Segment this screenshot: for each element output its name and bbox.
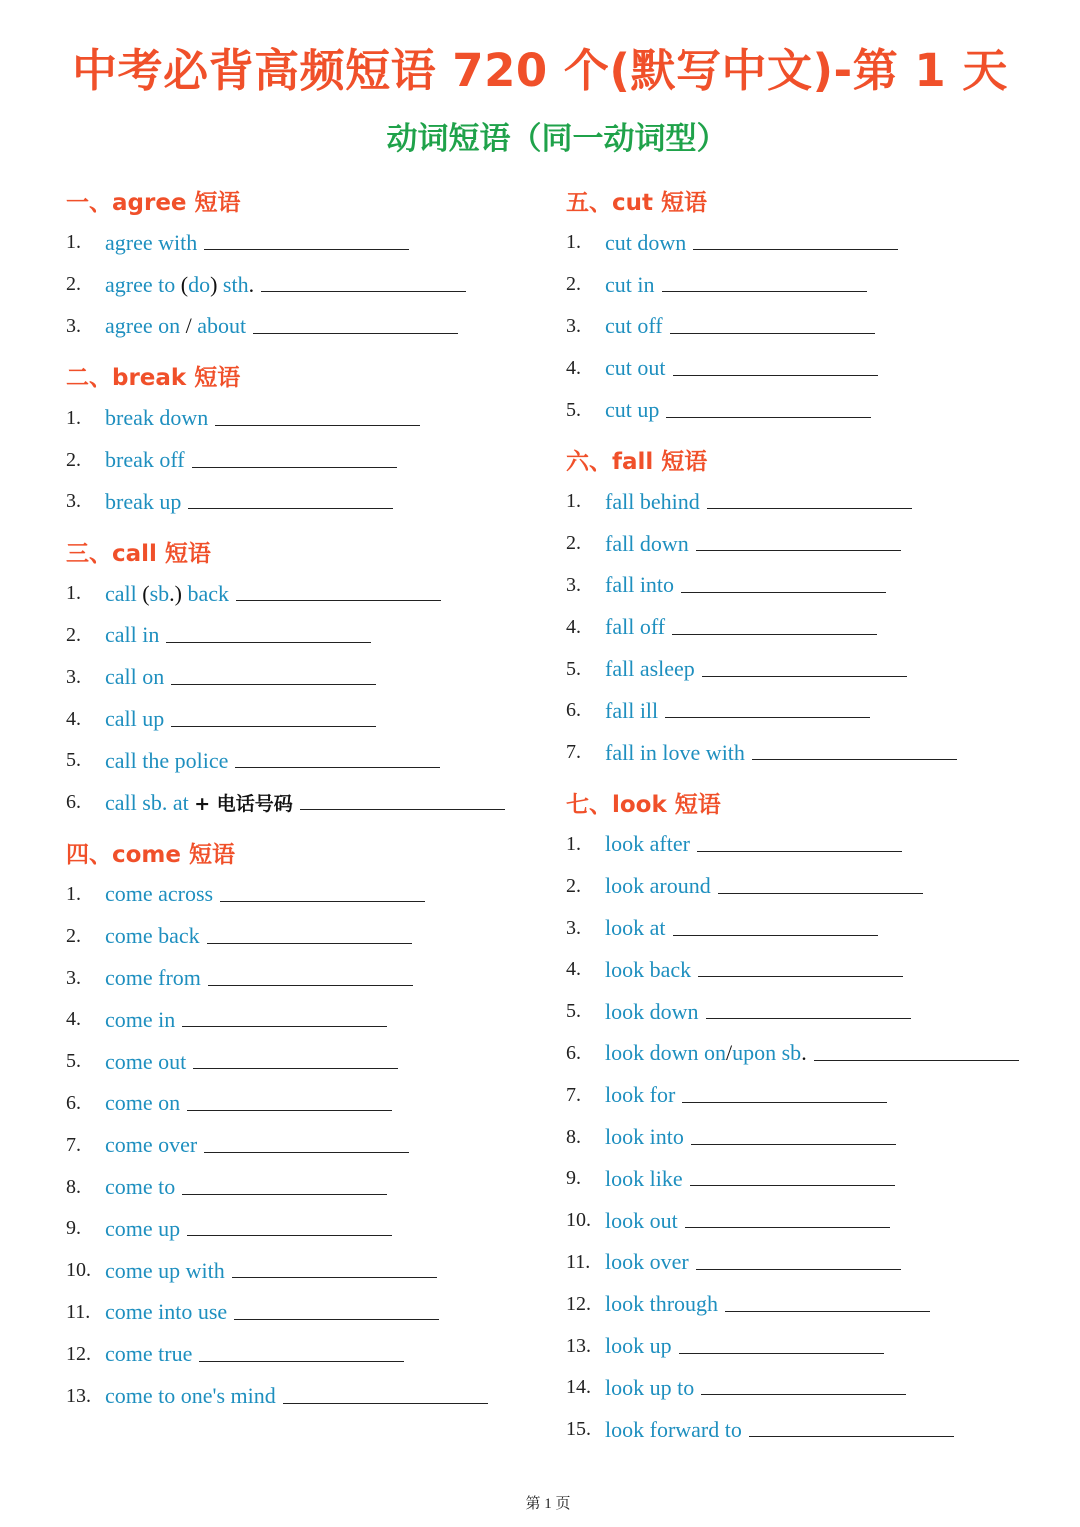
- answer-blank: [207, 925, 412, 944]
- answer-blank: [701, 1376, 906, 1395]
- phrase-segment: look up: [605, 1333, 672, 1359]
- phrase-text: [105, 1174, 175, 1200]
- phrase-item: [566, 481, 1036, 523]
- phrase-text: [605, 1249, 689, 1275]
- answer-blank: [718, 875, 923, 894]
- phrase-segment: call up: [105, 706, 165, 732]
- phrase-item: [66, 397, 536, 439]
- answer-blank: [235, 749, 440, 768]
- phrase-segment: look over: [605, 1249, 689, 1275]
- answer-blank: [673, 917, 878, 936]
- phrase-item: [66, 1250, 536, 1292]
- phrase-item: [66, 264, 536, 306]
- phrase-text: [105, 405, 208, 431]
- answer-blank: [300, 791, 505, 810]
- phrase-segment: call in: [105, 622, 160, 648]
- answer-blank: [283, 1385, 488, 1404]
- phrase-segment: sb: [149, 580, 170, 606]
- phrase-text: [605, 614, 665, 640]
- phrase-segment: come on: [105, 1090, 181, 1116]
- phrase-item: [566, 1409, 1036, 1451]
- phrase-segment: look at: [605, 915, 666, 941]
- item-number: 8.: [566, 1125, 581, 1148]
- answer-blank: [702, 658, 907, 677]
- item-number: 5.: [566, 398, 581, 421]
- phrase-text: [105, 1132, 197, 1158]
- phrase-text: [605, 1124, 684, 1150]
- right-column: [566, 182, 1036, 1451]
- item-number: 9.: [66, 1217, 81, 1240]
- item-number: 15.: [566, 1418, 591, 1441]
- phrase-text: [105, 272, 254, 298]
- item-number: 2.: [566, 532, 581, 555]
- phrase-text: [605, 1208, 678, 1234]
- phrase-segment: (: [142, 580, 150, 606]
- phrase-item: [66, 656, 536, 698]
- phrase-item: [566, 690, 1036, 732]
- phrase-segment: .): [169, 580, 182, 606]
- phrase-segment: upon sb: [732, 1040, 802, 1066]
- left-column: [66, 182, 536, 1417]
- answer-blank: [215, 407, 420, 426]
- answer-blank: [696, 532, 901, 551]
- phrase-text: [605, 572, 674, 598]
- phrase-text: [605, 740, 745, 766]
- answer-blank: [665, 699, 870, 718]
- item-number: 14.: [566, 1376, 591, 1399]
- phrase-segment: fall off: [605, 614, 666, 640]
- phrase-text: [105, 447, 185, 473]
- phrase-text: [105, 581, 229, 607]
- item-number: 1.: [66, 582, 81, 605]
- item-number: 10.: [566, 1209, 591, 1232]
- phrase-segment: come to one's mind: [105, 1383, 276, 1409]
- item-number: 6.: [66, 791, 81, 814]
- phrase-segment: look down on: [605, 1040, 726, 1066]
- phrase-item: [566, 606, 1036, 648]
- phrase-item: [566, 1367, 1036, 1409]
- item-number: 2.: [66, 623, 81, 646]
- phrase-segment: agree to: [105, 271, 181, 297]
- item-number: 6.: [566, 1041, 581, 1064]
- phrase-segment: look like: [605, 1165, 683, 1191]
- phrase-item: [566, 565, 1036, 607]
- phrase-segment: come into use: [105, 1299, 228, 1325]
- item-number: 9.: [566, 1167, 581, 1190]
- answer-blank: [187, 1217, 392, 1236]
- answer-blank: [204, 231, 409, 250]
- answer-blank: [199, 1343, 404, 1362]
- phrase-item: [566, 648, 1036, 690]
- phrase-text: [605, 489, 700, 515]
- phrase-segment: call sb. at: [105, 790, 195, 816]
- answer-blank: [188, 490, 393, 509]
- phrase-segment: come across: [105, 881, 214, 907]
- phrase-segment: look through: [605, 1291, 719, 1317]
- phrase-text: [605, 313, 663, 339]
- phrase-item: [566, 732, 1036, 774]
- phrase-segment: come out: [105, 1048, 187, 1074]
- phrase-segment: fall in love with: [605, 739, 745, 765]
- phrase-item: [66, 306, 536, 348]
- phrase-segment: come in: [105, 1006, 176, 1032]
- answer-blank: [208, 967, 413, 986]
- answer-blank: [182, 1176, 387, 1195]
- phrase-text: [605, 272, 655, 298]
- phrase-segment: cut up: [605, 397, 660, 423]
- phrase-segment: look after: [605, 831, 690, 857]
- answer-blank: [814, 1042, 1019, 1061]
- phrase-item: [566, 523, 1036, 565]
- item-number: 2.: [566, 273, 581, 296]
- phrase-text: [105, 1341, 192, 1367]
- item-number: 12.: [66, 1342, 91, 1365]
- section-heading: 五、cut 短语: [566, 190, 708, 216]
- item-number: 4.: [566, 356, 581, 379]
- item-number: 1.: [66, 882, 81, 905]
- phrase-text: [605, 999, 699, 1025]
- phrase-text: [105, 748, 228, 774]
- item-number: 6.: [566, 699, 581, 722]
- phrase-segment: look forward to: [605, 1416, 742, 1442]
- phrase-text: [605, 1333, 672, 1359]
- phrase-segment: .: [248, 271, 255, 297]
- answer-blank: [236, 582, 441, 601]
- phrase-segment: come over: [105, 1132, 198, 1158]
- section-heading: 一、agree 短语: [66, 190, 241, 216]
- phrase-text: [605, 1166, 683, 1192]
- phrase-text: [605, 698, 658, 724]
- phrase-segment: look up to: [605, 1374, 695, 1400]
- phrase-segment: fall behind: [605, 488, 700, 514]
- phrase-text: [605, 397, 659, 423]
- phrase-text: [105, 664, 164, 690]
- phrase-text: [105, 1049, 186, 1075]
- answer-blank: [187, 1092, 392, 1111]
- phrase-text: [105, 313, 246, 339]
- answer-blank: [672, 616, 877, 635]
- answer-blank: [706, 1000, 911, 1019]
- phrase-item: [566, 949, 1036, 991]
- phrase-item: [66, 1166, 536, 1208]
- answer-blank: [725, 1293, 930, 1312]
- answer-blank: [166, 624, 371, 643]
- item-number: 1.: [566, 832, 581, 855]
- phrase-text: [605, 230, 686, 256]
- item-number: 6.: [66, 1091, 81, 1114]
- phrase-text: [605, 1291, 718, 1317]
- phrase-segment: + 电话号码: [194, 793, 293, 816]
- phrase-text: [605, 915, 666, 941]
- phrase-text: [105, 1258, 225, 1284]
- phrase-item: [566, 347, 1036, 389]
- phrase-segment: do: [188, 271, 211, 297]
- phrase-text: [105, 965, 201, 991]
- phrase-item: [66, 1041, 536, 1083]
- phrase-item: [66, 573, 536, 615]
- phrase-segment: come from: [105, 965, 201, 991]
- phrase-segment: /: [185, 313, 192, 339]
- answer-blank: [707, 490, 912, 509]
- section-heading: 六、fall 短语: [566, 448, 708, 475]
- phrase-item: [566, 1325, 1036, 1367]
- phrase-item: [566, 1200, 1036, 1242]
- section-heading: 二、break 短语: [66, 365, 241, 392]
- phrase-segment: call the police: [105, 747, 229, 773]
- phrase-segment: break up: [105, 488, 182, 514]
- answer-blank: [681, 574, 886, 593]
- item-number: 3.: [66, 314, 81, 337]
- phrase-text: [605, 1417, 742, 1443]
- phrase-item: [66, 481, 536, 523]
- phrase-segment: come up: [105, 1215, 181, 1241]
- phrase-text: [605, 957, 691, 983]
- answer-blank: [673, 357, 878, 376]
- section-heading: 四、come 短语: [66, 841, 236, 868]
- phrase-segment: (: [180, 271, 189, 297]
- item-number: 11.: [566, 1250, 591, 1273]
- phrase-segment: come true: [105, 1341, 193, 1367]
- phrase-segment: fall ill: [605, 697, 659, 723]
- phrase-segment: fall asleep: [605, 656, 695, 682]
- item-number: 5.: [566, 657, 581, 680]
- phrase-text: [105, 789, 293, 816]
- phrase-segment: look down: [605, 998, 699, 1024]
- phrase-item: [566, 1242, 1036, 1284]
- item-number: 2.: [66, 448, 81, 471]
- item-number: 1.: [66, 406, 81, 429]
- item-number: 1.: [566, 490, 581, 513]
- phrase-text: [105, 1383, 276, 1409]
- phrase-item: [566, 389, 1036, 431]
- phrase-item: [66, 999, 536, 1041]
- phrase-segment: cut down: [605, 229, 687, 255]
- phrase-text: [605, 531, 689, 557]
- item-number: 3.: [66, 490, 81, 513]
- item-number: 8.: [66, 1175, 81, 1198]
- answer-blank: [690, 1167, 895, 1186]
- phrase-item: [66, 915, 536, 957]
- phrase-segment: fall down: [605, 530, 689, 556]
- phrase-text: [605, 1040, 807, 1066]
- phrase-segment: /: [726, 1040, 733, 1066]
- phrase-segment: .: [801, 1040, 807, 1066]
- phrase-text: [605, 1082, 675, 1108]
- answer-blank: [697, 833, 902, 852]
- phrase-text: [105, 230, 197, 256]
- phrase-item: [66, 1083, 536, 1125]
- answer-blank: [691, 1126, 896, 1145]
- answer-blank: [698, 958, 903, 977]
- answer-blank: [232, 1259, 437, 1278]
- item-number: 5.: [66, 1050, 81, 1073]
- phrase-text: [605, 1375, 694, 1401]
- item-number: 2.: [66, 273, 81, 296]
- phrase-text: [105, 1216, 180, 1242]
- phrase-segment: come back: [105, 923, 200, 949]
- phrase-segment: look around: [605, 873, 711, 899]
- item-number: 7.: [566, 741, 581, 764]
- answer-blank: [749, 1418, 954, 1437]
- answer-blank: [253, 315, 458, 334]
- answer-blank: [204, 1134, 409, 1153]
- answer-blank: [666, 399, 871, 418]
- phrase-text: [605, 355, 666, 381]
- item-number: 7.: [66, 1133, 81, 1156]
- phrase-segment: look out: [605, 1207, 678, 1233]
- item-number: 4.: [66, 1008, 81, 1031]
- phrase-segment: cut out: [605, 355, 666, 381]
- phrase-text: [105, 706, 164, 732]
- phrase-item: [566, 824, 1036, 866]
- phrase-segment: sth: [217, 271, 249, 297]
- phrase-item: [66, 1292, 536, 1334]
- section-heading: 三、call 短语: [66, 540, 211, 567]
- answer-blank: [193, 1050, 398, 1069]
- phrase-segment: fall into: [605, 572, 675, 598]
- phrase-text: [105, 1090, 180, 1116]
- phrase-item: [566, 1116, 1036, 1158]
- phrase-segment: cut in: [605, 271, 655, 297]
- answer-blank: [220, 883, 425, 902]
- phrase-text: [605, 873, 711, 899]
- phrase-segment: look into: [605, 1124, 684, 1150]
- phrase-item: [66, 222, 536, 264]
- answer-blank: [679, 1335, 884, 1354]
- item-number: 2.: [66, 924, 81, 947]
- answer-blank: [261, 273, 466, 292]
- page-footer: 第 1 页: [525, 1496, 571, 1512]
- phrase-item: [66, 957, 536, 999]
- item-number: 1.: [66, 231, 81, 254]
- phrase-item: [566, 1283, 1036, 1325]
- phrase-segment: agree on: [105, 313, 186, 339]
- phrase-item: [566, 907, 1036, 949]
- phrase-item: [566, 306, 1036, 348]
- item-number: 10.: [66, 1259, 91, 1282]
- answer-blank: [752, 741, 957, 760]
- phrase-segment: come to: [105, 1174, 176, 1200]
- phrase-segment: call on: [105, 664, 165, 690]
- answer-blank: [192, 449, 397, 468]
- phrase-text: [105, 489, 181, 515]
- phrase-segment: break off: [105, 447, 185, 473]
- phrase-item: [66, 615, 536, 657]
- item-number: 4.: [566, 958, 581, 981]
- phrase-segment: ): [210, 271, 218, 297]
- phrase-item: [566, 865, 1036, 907]
- phrase-text: [105, 923, 200, 949]
- phrase-item: [66, 740, 536, 782]
- phrase-segment: look back: [605, 956, 692, 982]
- item-number: 13.: [66, 1384, 91, 1407]
- page-title: 中考必背高频短语 720 个(默写中文)-第 1 天: [72, 44, 1008, 97]
- item-number: 3.: [566, 314, 581, 337]
- phrase-item: [66, 1333, 536, 1375]
- answer-blank: [682, 1084, 887, 1103]
- phrase-segment: about: [191, 313, 247, 339]
- answer-blank: [662, 273, 867, 292]
- phrase-text: [105, 622, 159, 648]
- phrase-segment: call: [105, 580, 143, 606]
- phrase-text: [105, 881, 213, 907]
- phrase-item: [566, 264, 1036, 306]
- item-number: 3.: [66, 966, 81, 989]
- phrase-item: [66, 1375, 536, 1417]
- item-number: 11.: [66, 1300, 91, 1323]
- item-number: 7.: [566, 1083, 581, 1106]
- page-subtitle: 动词短语（同一动词型）: [386, 121, 728, 157]
- phrase-item: [66, 874, 536, 916]
- item-number: 5.: [66, 749, 81, 772]
- phrase-item: [66, 1208, 536, 1250]
- item-number: 2.: [566, 874, 581, 897]
- phrase-item: [566, 991, 1036, 1033]
- phrase-text: [605, 831, 690, 857]
- item-number: 12.: [566, 1292, 591, 1315]
- phrase-segment: look for: [605, 1082, 676, 1108]
- phrase-segment: cut off: [605, 313, 663, 339]
- section-heading: 七、look 短语: [566, 791, 721, 818]
- phrase-text: [605, 656, 695, 682]
- phrase-item: [66, 698, 536, 740]
- item-number: 3.: [66, 665, 81, 688]
- phrase-item: [66, 1124, 536, 1166]
- answer-blank: [171, 708, 376, 727]
- phrase-segment: agree with: [105, 229, 198, 255]
- item-number: 3.: [566, 916, 581, 939]
- phrase-text: [105, 1007, 175, 1033]
- item-number: 4.: [66, 707, 81, 730]
- answer-blank: [696, 1251, 901, 1270]
- phrase-item: [66, 439, 536, 481]
- phrase-segment: come up with: [105, 1257, 225, 1283]
- answer-blank: [234, 1301, 439, 1320]
- answer-blank: [693, 231, 898, 250]
- phrase-item: [566, 222, 1036, 264]
- phrase-segment: back: [181, 580, 230, 606]
- phrase-item: [566, 1033, 1036, 1075]
- item-number: 1.: [566, 231, 581, 254]
- answer-blank: [182, 1008, 387, 1027]
- item-number: 13.: [566, 1334, 591, 1357]
- phrase-text: [105, 1299, 227, 1325]
- answer-blank: [685, 1209, 890, 1228]
- phrase-item: [66, 782, 536, 824]
- item-number: 5.: [566, 1000, 581, 1023]
- phrase-item: [566, 1074, 1036, 1116]
- phrase-item: [566, 1158, 1036, 1200]
- item-number: 3.: [566, 573, 581, 596]
- answer-blank: [171, 666, 376, 685]
- item-number: 4.: [566, 615, 581, 638]
- answer-blank: [670, 315, 875, 334]
- phrase-segment: break down: [105, 405, 209, 431]
